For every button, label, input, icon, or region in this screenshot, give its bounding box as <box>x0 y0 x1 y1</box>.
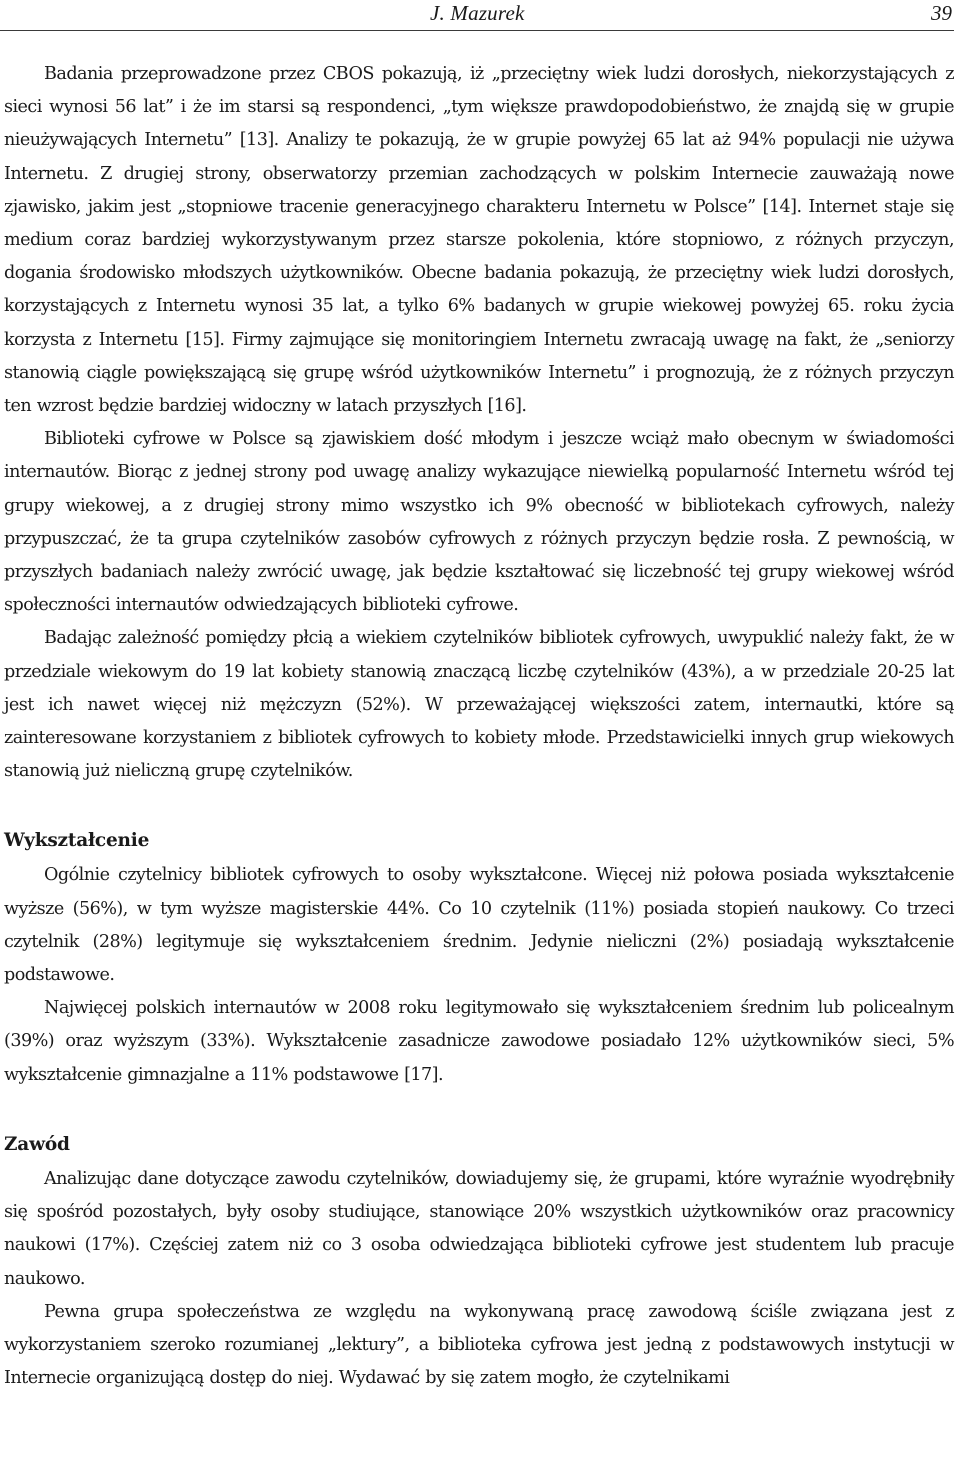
section-heading-education: Wykształcenie <box>4 830 150 852</box>
running-header-author: J. Mazurek <box>430 1 525 25</box>
paragraph: Biblioteki cyfrowe w Polsce są zjawiskiem dość młodym i jeszcze wciąż mało obecnym w świadomości internautów. Biorąc z jednej strony pod uwagę analizy wykazujące niewielką popularność Internetu wśród tej grupy wiekowej, a z drugiej strony mimo wszystko ich 9% obecność w bibliotekach cyfrowych, należy przypuszczać, że ta grupa czytelników zasobów cyfrowych z różnych przyczyn będzie rosła. Z pewnością, w przyszłych badaniach należy zwrócić uwagę, jak będzie kształtować się liczebność tej grupy wiekowej wśród społeczności internautów odwiedzających biblioteki cyfrowe. <box>4 429 954 616</box>
paragraph: Ogólnie czytelnicy bibliotek cyfrowych to osoby wykształcone. Więcej niż połowa posiada wykształcenie wyższe (56%), w tym wyższe magisterskie 44%. Co 10 czytelnik (11%) posiada stopień naukowy. Co trzeci czytelnik (28%) legitymuje się wykształceniem średnim. Jedynie nieliczni (2%) posiadają wykształcenie podstawowe. <box>4 865 954 986</box>
body-text <box>4 58 954 1395</box>
page-number: 39 <box>931 1 952 25</box>
section-heading-occupation: Zawód <box>4 1133 70 1155</box>
paragraph: Najwięcej polskich internautów w 2008 roku legitymowało się wykształceniem średnim lub policealnym (39%) oraz wyższym (33%). Wykształcenie zasadnicze zawodowe posiadało 12% użytkowników sieci, 5% wykształcenie gimnazjalne a 11% podstawowe [17]. <box>4 998 954 1085</box>
running-header <box>0 0 954 31</box>
paragraph: Badając zależność pomiędzy płcią a wiekiem czytelników bibliotek cyfrowych, uwypuklić należy fakt, że w przedziale wiekowym do 19 lat kobiety stanowią znaczącą liczbę czytelników (43%), a w przedziale 20-25 lat jest ich nawet więcej niż mężczyzn (52%). W przeważającej większości zatem, internautki, które są zainteresowane korzystaniem z bibliotek cyfrowych to kobiety młode. Przedstawicielki innych grup wiekowych stanowią już nieliczną grupę czytelników. <box>4 628 954 782</box>
paragraph: Pewna grupa społeczeństwa ze względu na wykonywaną pracę zawodową ściśle związana jest z wykorzystaniem szeroko rozumianej „lektury”, a biblioteka cyfrowa jest jedną z podstawowych instytucji w Internecie organizującą dostęp do niej. Wydawać by się zatem mogło, że czytelnikami <box>4 1301 954 1389</box>
paragraph: Analizując dane dotyczące zawodu czytelników, dowiadujemy się, że grupami, które wyraźnie wyodrębniły się spośród pozostałych, były osoby studiujące, stanowiące 20% wszystkich użytkowników oraz pracownicy naukowi (17%). Częściej zatem niż co 3 osoba odwiedzająca biblioteki cyfrowe jest studentem lub pracuje naukowo. <box>4 1168 954 1289</box>
paragraph: Badania przeprowadzone przez CBOS pokazują, iż „przeciętny wiek ludzi dorosłych, niekorzystających z sieci wynosi 56 lat” i że im starsi są respondenci, „tym większe prawdopodobieństwo, że znajdą się w grupie nieużywających Internetu” [13]. Analizy te pokazują, że w grupie powyżej 65 lat aż 94% populacji nie używa Internetu. Z drugiej strony, obserwatorzy przemian zachodzących w polskim Internecie zauważają nowe zjawisko, jakim jest „stopniowe tracenie generacyjnego charakteru Internetu w Polsce” [14]. Internet staje się medium coraz bardziej wykorzystywanym przez starsze pokolenia, które stopniowo, z różnych przyczyn, dogania środowisko młodszych użytkowników. Obecne badania pokazują, że przeciętny wiek ludzi dorosłych, korzystających z Internetu wynosi 35 lat, a tylko 6% badanych w grupie wiekowej powyżej 65. roku życia korzysta z Internetu [15]. Firmy zajmujące się monitoringiem Internetu zwracają uwagę na fakt, że „seniorzy stanowią ciągle powiększającą się grupę wśród użytkowników Internetu” i prognozują, że z różnych przyczyn ten wzrost będzie bardziej widoczny w latach przyszłych [16]. <box>4 64 954 417</box>
